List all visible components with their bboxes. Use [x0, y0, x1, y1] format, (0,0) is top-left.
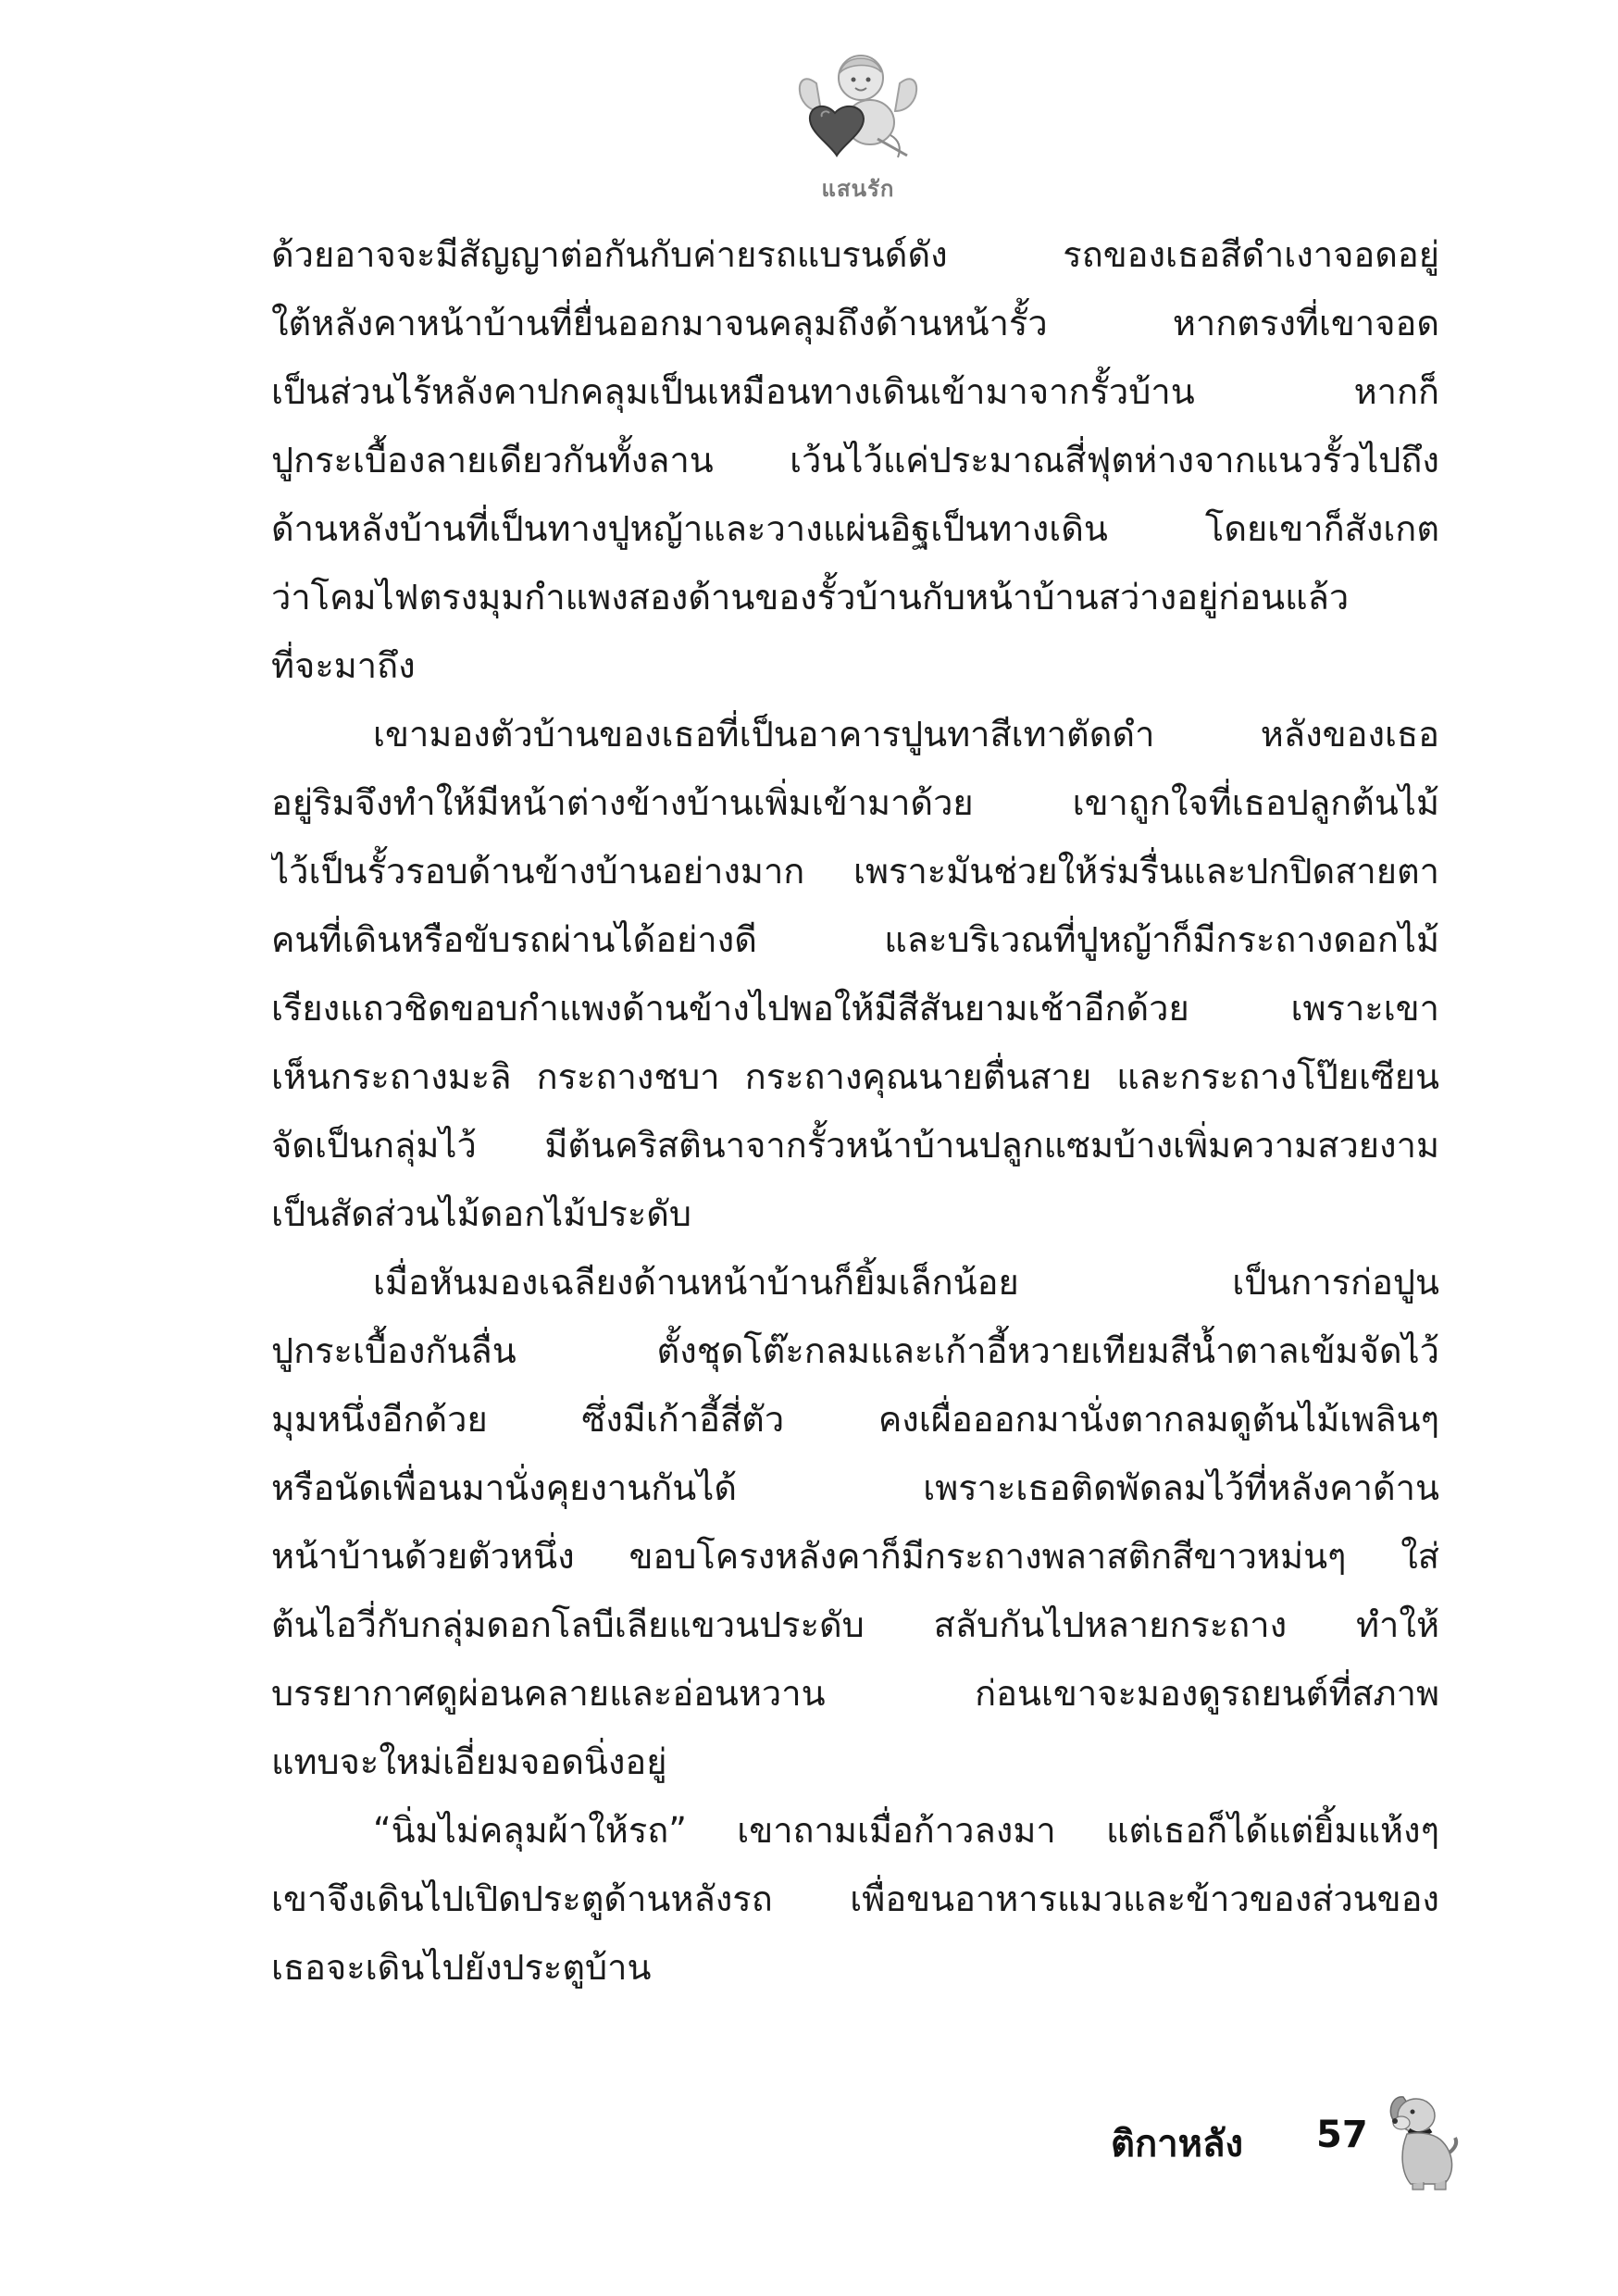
text-line: เมื่อหันมองเฉลียงด้านหน้าบ้านก็ยิ้มเล็กน้อย เป็นการก่อปูน [373, 1262, 1439, 1303]
text-line: มุมหนึ่งอีกด้วย ซึ่งมีเก้าอี้สี่ตัว คงเผื่อออกมานั่งตากลมดูต้นไม้เพลินๆ [271, 1399, 1439, 1440]
text-line: ต้นไอวี่กับกลุ่มดอกโลบีเลียแขวนประดับ สลับกันไปหลายกระถาง ทำให้ [271, 1604, 1439, 1645]
text-line: ใต้หลังคาหน้าบ้านที่ยื่นออกมาจนคลุมถึงด้านหน้ารั้ว หากตรงที่เขาจอด [271, 303, 1439, 343]
text-line: เห็นกระถางมะลิ กระถางชบา กระถางคุณนายตื่นสาย และกระถางโป๊ยเซียน [271, 1056, 1439, 1097]
text-line: ปูกระเบื้องลายเดียวกันทั้งลาน เว้นไว้แค่ประมาณสี่ฟุตห่างจากแนวรั้วไปถึง [271, 440, 1439, 480]
text-line: ว่าโคมไฟตรงมุมกำแพงสองด้านของรั้วบ้านกับหน้าบ้านสว่างอยู่ก่อนแล้ว [271, 577, 1350, 618]
page-number: 57 [1316, 2114, 1368, 2156]
text-line: คนที่เดินหรือขับรถผ่านได้อย่างดี และบริเวณที่ปูหญ้าก็มีกระถางดอกไม้ [271, 919, 1439, 960]
text-line: ไว้เป็นรั้วรอบด้านข้างบ้านอย่างมาก เพราะมันช่วยให้ร่มรื่นและปกปิดสายตา [271, 851, 1439, 892]
text-line: หน้าบ้านด้วยตัวหนึ่ง ขอบโครงหลังคาก็มีกระถางพลาสติกสีขาวหม่นๆ ใส่ [271, 1536, 1439, 1577]
text-line: อยู่ริมจึงทำให้มีหน้าต่างข้างบ้านเพิ่มเข้ามาด้วย เขาถูกใจที่เธอปลูกต้นไม้ [271, 782, 1439, 823]
paragraph-1 [271, 220, 1439, 700]
text-line: เธอจะเดินไปยังประตูบ้าน [271, 1947, 652, 1988]
body-text [271, 220, 1439, 2002]
logo-text: แสนรัก [821, 176, 895, 202]
text-line: ด้วยอาจจะมีสัญญาต่อกันกับค่ายรถแบรนด์ดัง รถของเธอสีดำเงาจอดอยู่ [271, 234, 1439, 275]
text-line: จัดเป็นกลุ่มไว้ มีต้นคริสตินาจากรั้วหน้าบ้านปลูกแซมบ้างเพิ่มความสวยงาม [271, 1125, 1439, 1166]
text-line: หรือนัดเพื่อนมานั่งคุยงานกันได้ เพราะเธอติดพัดลมไว้ที่หลังคาด้าน [271, 1467, 1439, 1508]
text-line: เป็นส่วนไร้หลังคาปกคลุมเป็นเหมือนทางเดินเข้ามาจากรั้วบ้าน หากก็ [271, 371, 1439, 412]
text-line: เรียงแถวชิดขอบกำแพงด้านข้างไปพอให้มีสีสันยามเช้าอีกด้วย เพราะเขา [271, 988, 1439, 1029]
text-line: บรรยากาศดูผ่อนคลายและอ่อนหวาน ก่อนเขาจะมองดูรถยนต์ที่สภาพ [271, 1673, 1439, 1714]
dog-icon [1379, 2088, 1459, 2191]
text-line: แทบจะใหม่เอี่ยมจอดนิ่งอยู่ [271, 1741, 667, 1782]
header-logo [789, 46, 927, 202]
paragraph-2 [271, 700, 1439, 1248]
text-line: “นิ่มไม่คลุมผ้าให้รถ” เขาถามเมื่อก้าวลงมา แต่เธอก็ได้แต่ยิ้มแห้งๆ [373, 1810, 1439, 1851]
text-line: ด้านหลังบ้านที่เป็นทางปูหญ้าและวางแผ่นอิฐเป็นทางเดิน โดยเขาก็สังเกต [271, 508, 1439, 549]
text-line: ที่จะมาถึง [271, 645, 416, 686]
page-footer [1111, 2088, 1462, 2199]
text-line: เขาจึงเดินไปเปิดประตูด้านหลังรถ เพื่อขนอาหารแมวและข้าวของส่วนของ [271, 1878, 1439, 1919]
text-line: เขามองตัวบ้านของเธอที่เป็นอาคารปูนทาสีเทาตัดดำ หลังของเธอ [373, 714, 1439, 755]
cupid-heart-icon [789, 46, 927, 176]
book-title: ติกาหลัง [1111, 2123, 1244, 2165]
text-line: ปูกระเบื้องกันลื่น ตั้งชุดโต๊ะกลมและเก้าอี้หวายเทียมสีน้ำตาลเข้มจัดไว้ [271, 1330, 1439, 1371]
text-line: เป็นสัดส่วนไม้ดอกไม้ประดับ [271, 1193, 692, 1234]
paragraph-3 [271, 1248, 1439, 1796]
paragraph-4 [271, 1796, 1439, 2002]
